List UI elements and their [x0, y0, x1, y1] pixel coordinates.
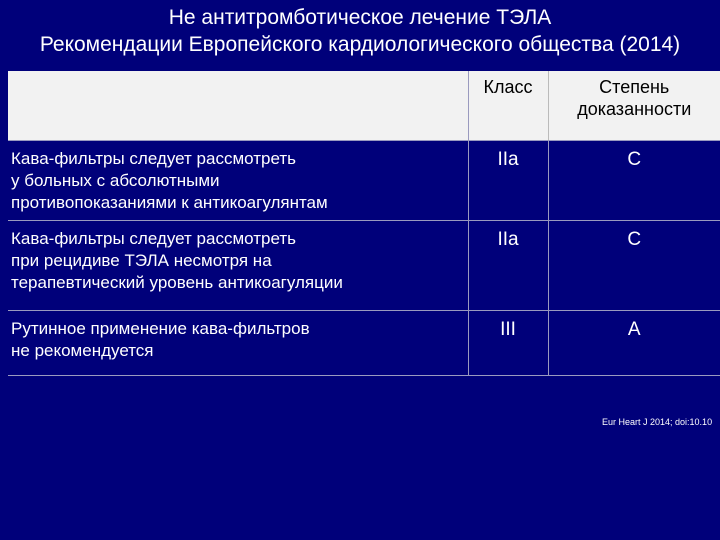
header-class: Класс: [468, 71, 548, 140]
recommendation-text-line: при рецидиве ТЭЛА несмотря на: [11, 250, 272, 270]
title-line-1: Не антитромботическое лечение ТЭЛА: [168, 6, 552, 29]
title-line-2: Рекомендации Европейского кардиологического общества (2014): [39, 33, 681, 56]
table-row: [8, 220, 720, 310]
evidence-level: A: [548, 310, 720, 375]
recommendation-text: [8, 310, 468, 375]
recommendations-table: [8, 71, 720, 376]
header-empty-cell: [8, 71, 468, 140]
recommendation-text-line: противопоказаниями к антикоагулянтам: [11, 192, 328, 212]
recommendation-text-line: Кава-фильтры следует рассмотреть: [11, 148, 297, 168]
recommendation-text-line: Рутинное применение кава-фильтров: [11, 318, 310, 338]
header-evidence-level: [548, 71, 720, 140]
recommendation-class: III: [468, 310, 548, 375]
recommendation-text-line: Кава-фильтры следует рассмотреть: [11, 228, 297, 248]
recommendation-text-line: у больных с абсолютными: [11, 170, 220, 190]
recommendation-text: [8, 140, 468, 220]
recommendation-class: IIa: [468, 220, 548, 310]
header-evidence-level-line-1: Степень: [599, 77, 670, 97]
evidence-level: C: [548, 220, 720, 310]
header-evidence-level-line-2: доказанности: [577, 99, 692, 119]
recommendation-text-line: не рекомендуется: [11, 340, 154, 360]
slide-title: [0, 4, 720, 58]
recommendation-class: IIa: [468, 140, 548, 220]
table-row: [8, 310, 720, 375]
reference-citation: Eur Heart J 2014; doi:10.10: [602, 417, 713, 427]
table-header-row: [8, 71, 720, 140]
evidence-level: C: [548, 140, 720, 220]
recommendation-text: [8, 220, 468, 310]
table-row: [8, 140, 720, 220]
recommendation-text-line: терапевтический уровень антикоагуляции: [11, 272, 343, 292]
